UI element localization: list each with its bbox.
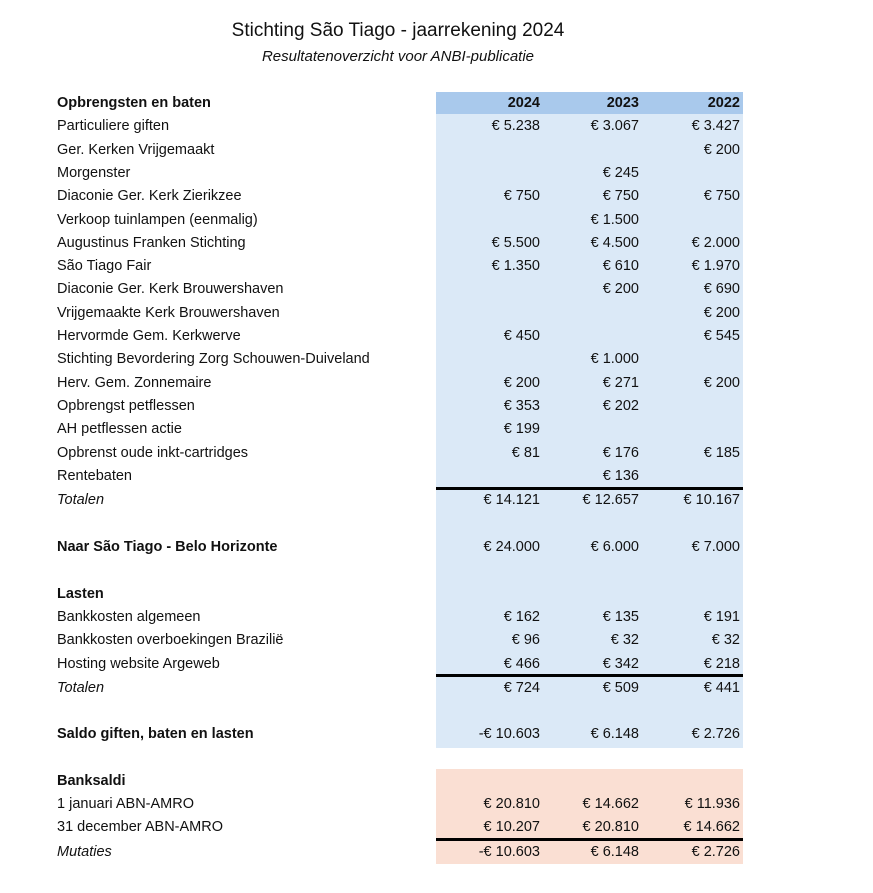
income-row-value-0: € 353 bbox=[503, 397, 540, 414]
bank-total-row bbox=[0, 841, 873, 864]
page-subtitle: Resultatenoverzicht voor ANBI-publicatie bbox=[261, 48, 535, 65]
income-row bbox=[0, 372, 873, 395]
transfer-row-label: Naar São Tiago - Belo Horizonte bbox=[57, 539, 278, 555]
income-row-value-1: € 1.500 bbox=[590, 211, 639, 228]
transfer-row-value-2: € 7.000 bbox=[691, 539, 740, 555]
income-row-value-0: € 200 bbox=[503, 374, 540, 391]
costs-total-row bbox=[0, 677, 873, 700]
transfer-row bbox=[0, 536, 873, 559]
bank-total-row-value-0: -€ 10.603 bbox=[478, 844, 540, 860]
income-total-row-value-2: € 10.167 bbox=[683, 492, 740, 509]
income-row bbox=[0, 255, 873, 278]
income-row-label: Opbrengst petflessen bbox=[57, 397, 195, 414]
income-row-value-0: € 450 bbox=[503, 328, 540, 344]
income-row-label: Verkoop tuinlampen (eenmalig) bbox=[57, 211, 258, 228]
bank-header-row-label: Banksaldi bbox=[57, 773, 126, 789]
cost-row-label: Bankkosten overboekingen Brazilië bbox=[57, 632, 284, 649]
income-row-label: Opbrenst oude inkt-cartridges bbox=[57, 444, 249, 461]
income-row-value-2: € 200 bbox=[703, 304, 740, 321]
costs-total-row-label: Totalen bbox=[57, 680, 105, 696]
bank-row-value-1: € 14.662 bbox=[582, 796, 639, 812]
income-row-label: AH petflessen actie bbox=[57, 421, 182, 438]
income-row-label: São Tiago Fair bbox=[57, 258, 152, 275]
income-row bbox=[0, 209, 873, 232]
income-row-value-2: € 690 bbox=[703, 281, 740, 298]
income-row bbox=[0, 325, 873, 348]
income-row-value-1: € 4.500 bbox=[590, 234, 639, 251]
bank-total-row-label: Mutaties bbox=[57, 844, 112, 860]
income-row-value-2: € 200 bbox=[703, 141, 740, 158]
bank-row bbox=[0, 793, 873, 816]
bank-row-value-0: € 20.810 bbox=[483, 796, 540, 812]
income-row-value-2: € 1.970 bbox=[691, 258, 740, 275]
bank-total-row-value-1: € 6.148 bbox=[590, 844, 639, 860]
bank-total-row-value-2: € 2.726 bbox=[691, 844, 740, 860]
income-total-row-label: Totalen bbox=[57, 492, 105, 509]
income-row bbox=[0, 348, 873, 371]
income-row-value-1: € 750 bbox=[602, 188, 639, 205]
income-row-label: Hervormde Gem. Kerkwerve bbox=[57, 328, 241, 344]
income-row-label: Vrijgemaakte Kerk Brouwershaven bbox=[57, 304, 280, 321]
income-row-value-1: € 1.000 bbox=[590, 351, 639, 368]
income-total-row-value-0: € 14.121 bbox=[483, 492, 540, 509]
cost-row bbox=[0, 653, 873, 676]
income-row-label: Herv. Gem. Zonnemaire bbox=[57, 374, 212, 391]
income-row bbox=[0, 139, 873, 162]
income-row bbox=[0, 395, 873, 418]
income-row bbox=[0, 302, 873, 325]
cost-row-value-0: € 162 bbox=[503, 609, 540, 625]
income-row-value-0: € 750 bbox=[503, 188, 540, 205]
income-row-value-2: € 545 bbox=[703, 328, 740, 344]
income-header-row-label: Opbrengsten en baten bbox=[57, 95, 211, 111]
cost-row-value-2: € 191 bbox=[703, 609, 740, 625]
saldo-row-value-2: € 2.726 bbox=[691, 726, 740, 742]
cost-row-value-0: € 96 bbox=[511, 632, 540, 649]
costs-total-row-value-1: € 509 bbox=[602, 680, 639, 696]
bank-row-value-2: € 11.936 bbox=[684, 796, 740, 812]
income-row-label: Morgenster bbox=[57, 164, 131, 181]
income-row-value-1: € 271 bbox=[602, 374, 639, 391]
income-row bbox=[0, 442, 873, 465]
income-total-row-value-1: € 12.657 bbox=[582, 492, 639, 509]
cost-row-value-1: € 135 bbox=[602, 609, 639, 625]
income-row-label: Ger. Kerken Vrijgemaakt bbox=[57, 141, 215, 158]
income-row-value-2: € 200 bbox=[703, 374, 740, 391]
income-row bbox=[0, 185, 873, 208]
cost-row-value-2: € 32 bbox=[711, 632, 740, 649]
income-row bbox=[0, 278, 873, 301]
costs-total-row-value-2: € 441 bbox=[703, 680, 740, 696]
income-row-value-2: € 750 bbox=[703, 188, 740, 205]
income-row bbox=[0, 232, 873, 255]
cost-row bbox=[0, 606, 873, 629]
income-total-row bbox=[0, 489, 873, 512]
bank-row-value-0: € 10.207 bbox=[483, 819, 540, 836]
income-row-label: Particuliere giften bbox=[57, 118, 170, 135]
income-row-value-2: € 185 bbox=[703, 444, 740, 461]
income-row-value-1: € 136 bbox=[602, 467, 639, 484]
income-row-value-2: € 3.427 bbox=[691, 118, 740, 135]
cost-row-value-0: € 466 bbox=[503, 655, 540, 672]
bank-row-value-2: € 14.662 bbox=[683, 819, 740, 836]
income-row-value-1: € 200 bbox=[602, 281, 639, 298]
income-header-row-value-1: 2023 bbox=[606, 95, 639, 111]
income-row bbox=[0, 465, 873, 488]
cost-row-label: Hosting website Argeweb bbox=[57, 655, 220, 672]
income-row-label: Augustinus Franken Stichting bbox=[57, 234, 246, 251]
income-header-row-value-0: 2024 bbox=[507, 95, 540, 111]
cost-row-label: Bankkosten algemeen bbox=[57, 609, 201, 625]
cost-row-value-2: € 218 bbox=[703, 655, 740, 672]
bank-header-row bbox=[0, 770, 873, 793]
costs-header-row-label: Lasten bbox=[57, 586, 104, 602]
income-row bbox=[0, 115, 873, 138]
income-header-row-value-2: 2022 bbox=[707, 95, 740, 111]
income-row-value-0: € 81 bbox=[511, 444, 540, 461]
income-row-value-1: € 202 bbox=[602, 397, 639, 414]
saldo-row-value-0: -€ 10.603 bbox=[478, 726, 540, 742]
income-row bbox=[0, 162, 873, 185]
bank-row-label: 1 januari ABN-AMRO bbox=[57, 796, 194, 812]
income-row-value-0: € 199 bbox=[503, 421, 540, 438]
bank-row bbox=[0, 816, 873, 839]
bank-row-label: 31 december ABN-AMRO bbox=[57, 819, 224, 836]
page-title: Stichting São Tiago - jaarrekening 2024 bbox=[231, 20, 565, 41]
income-row-label: Diaconie Ger. Kerk Zierikzee bbox=[57, 188, 242, 205]
income-row-value-0: € 5.238 bbox=[491, 118, 540, 135]
saldo-row-label: Saldo giften, baten en lasten bbox=[57, 726, 254, 742]
income-header-row bbox=[0, 92, 873, 115]
income-row-label: Diaconie Ger. Kerk Brouwershaven bbox=[57, 281, 284, 298]
income-row-value-1: € 245 bbox=[602, 164, 639, 181]
income-row-value-0: € 5.500 bbox=[491, 234, 540, 251]
bank-row-value-1: € 20.810 bbox=[582, 819, 639, 836]
transfer-row-value-1: € 6.000 bbox=[590, 539, 639, 555]
saldo-row bbox=[0, 723, 873, 746]
income-row-label: Rentebaten bbox=[57, 467, 132, 484]
cost-row-value-1: € 32 bbox=[610, 632, 639, 649]
income-row-value-0: € 1.350 bbox=[491, 258, 540, 275]
transfer-row-value-0: € 24.000 bbox=[483, 539, 540, 555]
income-row-value-1: € 3.067 bbox=[590, 118, 639, 135]
saldo-row-value-1: € 6.148 bbox=[590, 726, 639, 742]
income-row-value-2: € 2.000 bbox=[691, 234, 740, 251]
income-row-value-1: € 610 bbox=[602, 258, 639, 275]
cost-row bbox=[0, 629, 873, 652]
income-row bbox=[0, 418, 873, 441]
cost-row-value-1: € 342 bbox=[602, 655, 639, 672]
costs-total-row-value-0: € 724 bbox=[503, 680, 540, 696]
income-row-value-1: € 176 bbox=[602, 444, 639, 461]
costs-header-row bbox=[0, 583, 873, 606]
income-row-label: Stichting Bevordering Zorg Schouwen-Duiveland bbox=[57, 351, 370, 368]
